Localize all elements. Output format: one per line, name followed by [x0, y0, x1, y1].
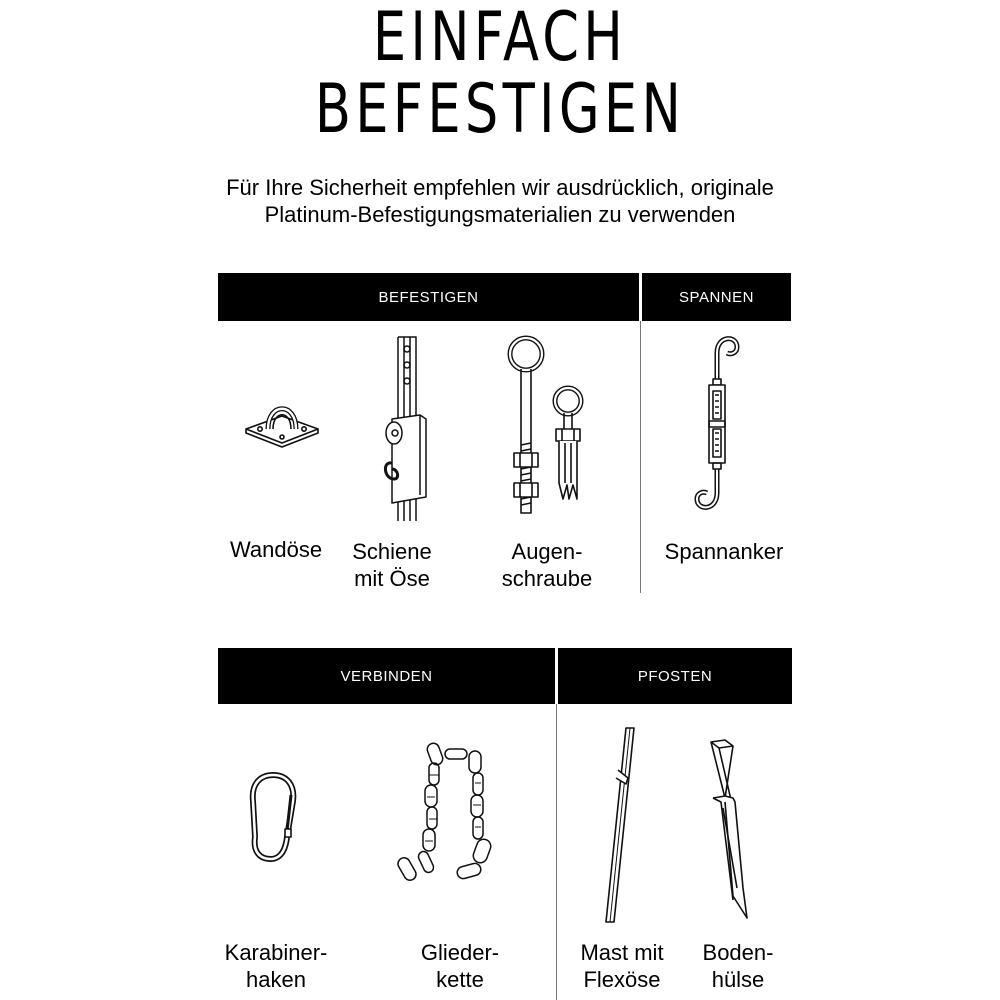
column-divider [556, 704, 557, 1000]
label-line: Karabiner- [224, 940, 328, 965]
label-line: Wandöse [229, 537, 323, 562]
pole-icon [600, 726, 642, 926]
label-line: Schiene [352, 539, 432, 564]
label-schiene [336, 538, 448, 592]
label-line: Mast mit [580, 940, 664, 965]
label-augenschraube [482, 538, 612, 592]
column-divider [640, 321, 641, 593]
eye-bolt-icon [503, 333, 595, 521]
label-line: kette [436, 967, 484, 992]
section-header-befestigen: BEFESTIGEN [218, 273, 639, 321]
subtitle-line1: Für Ihre Sicherheit empfehlen wir ausdrücklich, originale [226, 175, 774, 200]
rail-with-eye-icon [378, 335, 434, 521]
label-line: Glieder- [420, 940, 500, 965]
label-karabinerhaken [214, 939, 338, 993]
label-line: schraube [501, 566, 593, 591]
wall-eye-plate-icon [240, 396, 324, 446]
label-line: Flexöse [583, 967, 661, 992]
label-line: hülse [711, 967, 765, 992]
label-line: mit Öse [354, 566, 430, 591]
label-line: haken [246, 967, 306, 992]
label-spannanker [644, 538, 804, 565]
label-line: Spannanker [664, 539, 784, 564]
label-wandoese [206, 536, 346, 563]
section-header-spannen: SPANNEN [642, 273, 791, 321]
turnbuckle-icon [693, 333, 743, 513]
label-mast [560, 939, 684, 993]
label-line: Boden- [702, 940, 774, 965]
ground-spike-icon [703, 738, 759, 922]
label-gliederkette [398, 939, 522, 993]
chain-icon [395, 739, 505, 889]
section-header-verbinden: VERBINDEN [218, 648, 555, 704]
label-line: Augen- [511, 539, 583, 564]
carabiner-icon [247, 771, 299, 863]
section-header-pfosten: PFOSTEN [558, 648, 792, 704]
page-title-line1: EINFACH [372, 0, 628, 77]
page-title-line2: BEFESTIGEN [314, 70, 686, 149]
subtitle-line2: Platinum-Befestigungsmaterialien zu verwenden [264, 202, 736, 227]
label-bodenhuelse [678, 939, 798, 993]
